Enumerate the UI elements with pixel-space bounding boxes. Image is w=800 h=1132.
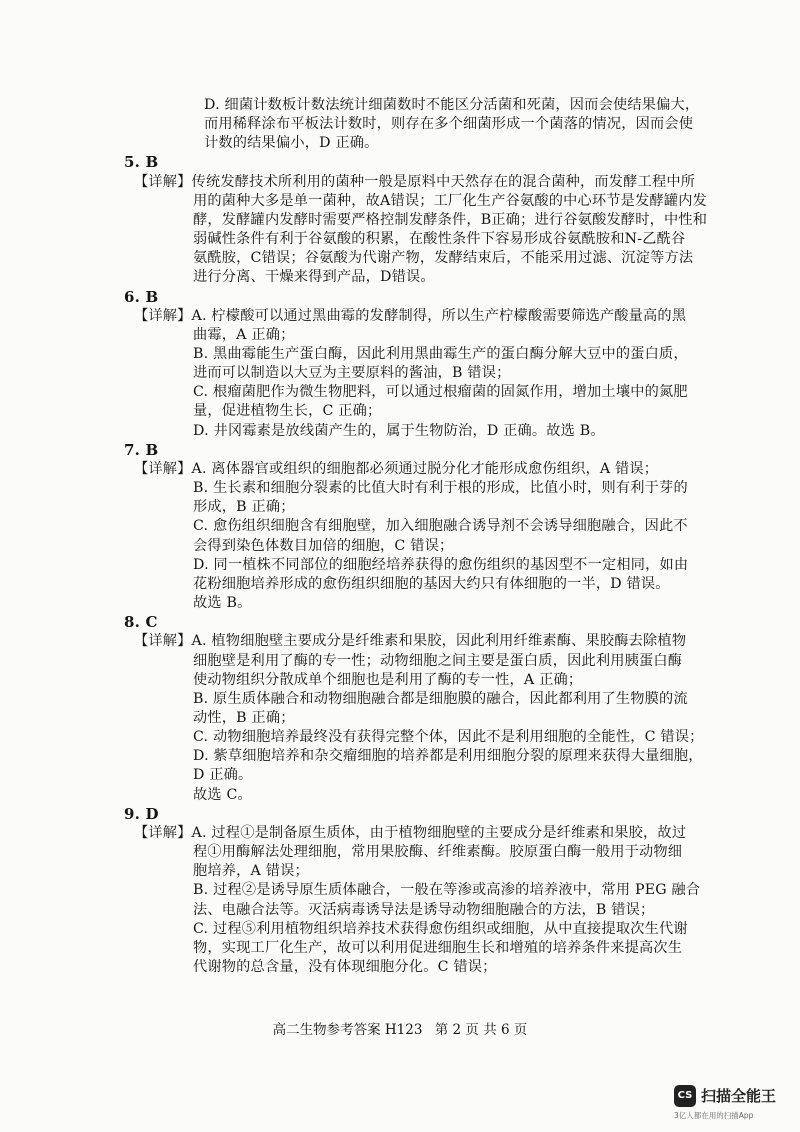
footer-page-number: 第 2 页 共 6 页 (434, 1022, 528, 1038)
text-line: B. 过程②是诱导原生质体融合，一般在等渗或高渗的培养液中，常用 PEG 融合 (193, 882, 701, 899)
text-line: 程①用酶解法处理细胞，常用果胶酶、纤维素酶。胶原蛋白酶一般用于动物细 (193, 844, 683, 861)
text-line: D. 同一植株不同部位的细胞经培养获得的愈伤组织的基因型不一定相同，如由 (193, 556, 689, 573)
text-line: 氨酰胺，C错误；谷氨酸为代谢产物，发酵结束后，不能采用过滤、沉淀等方法 (193, 250, 694, 267)
text-line: 进而可以制造以大豆为主要原料的酱油，B 错误； (193, 365, 511, 382)
text-line: 曲霉，A 正确； (193, 326, 295, 343)
text-line: B. 黑曲霉能生产蛋白酶，因此利用黑曲霉生产的蛋白酶分解大豆中的蛋白质， (193, 346, 688, 363)
watermark-tagline: 3亿人都在用的扫描App (674, 1111, 754, 1120)
text-line: B. 生长素和细胞分裂素的比值大时有利于根的形成，比值小时，则有利于芽的 (193, 480, 688, 497)
text-line: 故选 C。 (193, 786, 252, 803)
text-line: 使动物组织分散成单个细胞也是利用了酶的专一性，A 正确； (193, 671, 583, 688)
text-line: 【详解】A. 过程①是制备原生质体，由于植物细胞壁的主要成分是纤维素和果胶，故过 (134, 824, 687, 841)
text-line: D. 井冈霉素是放线菌产生的，属于生物防治，D 正确。故选 B。 (193, 422, 605, 439)
text-line: 细胞壁是利用了酶的专一性；动物细胞之间主要是蛋白质，因此利用胰蛋白酶 (193, 652, 683, 669)
text-line: 量，促进植物生长，C 正确； (193, 403, 382, 420)
question-number: 8. C (124, 613, 158, 632)
text-line: 故选 B。 (193, 595, 252, 612)
text-line: C. 动物细胞培养最终没有获得完整个体，因此不是利用细胞的全能性，C 错误； (193, 729, 704, 746)
text-line: C. 过程⑤利用植物组织培养技术获得愈伤组织或细胞，从中直接提取次生代谢 (193, 920, 688, 937)
text-line: C. 根瘤菌肥作为微生物肥料，可以通过根瘤菌的固氮作用，增加土壤中的氮肥 (193, 384, 688, 401)
question-number: 5. B (124, 153, 159, 172)
text-line: 【详解】传统发酵技术所利用的菌种一般是原料中天然存在的混合菌种，而发酵工程中所 (134, 173, 696, 190)
text-line: 代谢物的总含量，没有体现细胞分化。C 错误； (193, 959, 497, 975)
footer-document-title: 高二生物参考答案 H123 (272, 1022, 423, 1038)
text-line: 胞培养，A 错误； (193, 863, 309, 880)
scanner-watermark (674, 1083, 786, 1123)
text-line: 花粉细胞培养形成的愈伤组织细胞的基因大约只有体细胞的一半，D 错误。 (193, 575, 670, 592)
text-line: C. 愈伤组织细胞含有细胞壁，加入细胞融合诱导剂不会诱导细胞融合，因此不 (193, 518, 688, 535)
text-line: B. 原生质体融合和动物细胞融合都是细胞膜的融合，因此都利用了生物膜的流 (193, 690, 688, 707)
text-line: 【详解】A. 植物细胞壁主要成分是纤维素和果胶，因此利用纤维素酶、果胶酶去除植物 (134, 633, 687, 650)
text-line: 【详解】A. 柠檬酸可以通过黑曲霉的发酵制得，所以生产柠檬酸需要筛选产酸量高的黑 (134, 307, 687, 324)
text-line: 动性，B 正确； (193, 709, 295, 726)
text-line: 【详解】A. 离体器官或组织的细胞都必须通过脱分化才能形成愈伤组织，A 错误； (134, 460, 659, 477)
page-footer (0, 1018, 800, 1038)
text-line: 形成，B 正确； (193, 499, 295, 516)
text-line: 弱碱性条件有利于谷氨酸的积累，在酸性条件下容易形成谷氨酰胺和N-乙酰谷 (193, 231, 686, 248)
text-line: 法、电融合法等。灭活病毒诱导法是诱导动物细胞融合的方法，B 错误； (193, 901, 655, 918)
text-line: 用的菌种大多是单一菌种，故A错误；工厂化生产谷氨酸的中心环节是发酵罐内发 (193, 192, 708, 209)
text-line: D. 细菌计数板计数法统计细菌数时不能区分活菌和死菌，因而会使结果偏大， (204, 97, 700, 113)
camscanner-logo-icon: CS (674, 1085, 696, 1107)
text-line: D 正确。 (193, 767, 253, 784)
question-number: 9. D (124, 804, 159, 823)
text-line: 会得到染色体数目加倍的细胞，C 错误； (193, 537, 454, 554)
text-line: 进行分离、干燥来得到产品，D错误。 (193, 269, 435, 286)
question-number: 7. B (124, 440, 159, 459)
question-number: 6. B (124, 287, 159, 306)
text-line: 计数的结果偏小，D 正确。 (204, 135, 379, 152)
text-line: 酵，发酵罐内发酵时需要严格控制发酵条件，B正确；进行谷氨酸发酵时，中性和 (193, 211, 708, 228)
text-line: 物，实现工厂化生产，故可以利用促进细胞生长和增殖的培养条件来提高次生 (193, 939, 683, 956)
text-line: D. 紫草细胞培养和杂交瘤细胞的培养都是利用细胞分裂的原理来获得大量细胞， (193, 748, 703, 765)
text-line: 而用稀释涂布平板法计数时，则存在多个细菌形成一个菌落的情况，因而会使 (204, 116, 694, 133)
watermark-app-name: 扫描全能王 (701, 1087, 777, 1105)
